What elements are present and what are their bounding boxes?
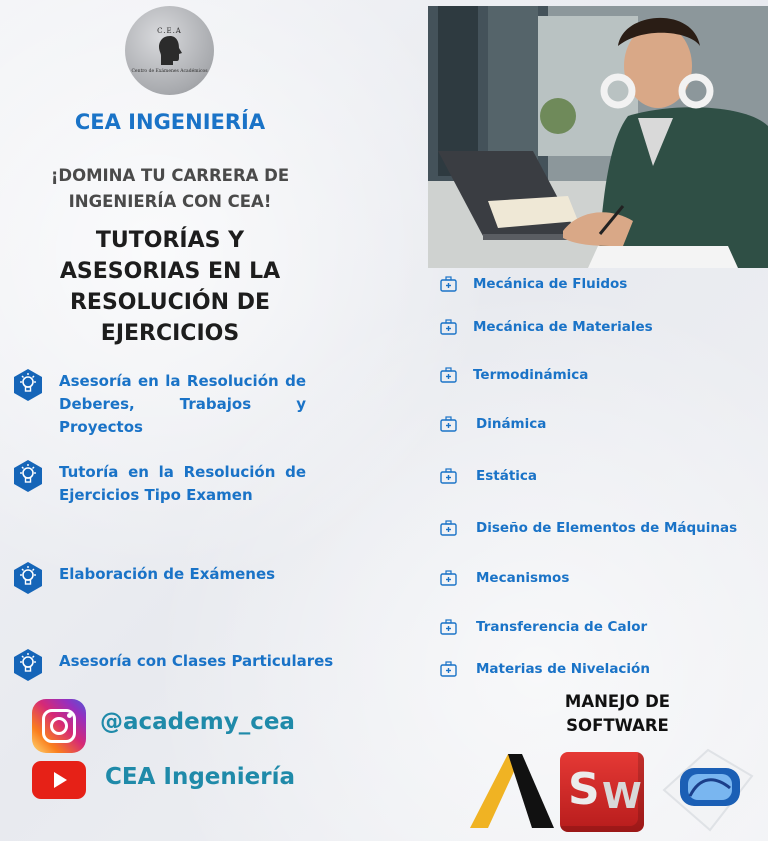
service-label: Asesoría con Clases Particulares <box>59 652 334 670</box>
lightbulb-icon <box>12 648 44 682</box>
tagline-line: INGENIERÍA CON CEA! <box>68 192 272 211</box>
subject-label: Termodinámica <box>473 367 589 383</box>
subject-item <box>440 468 537 484</box>
subject-label: Dinámica <box>476 416 547 432</box>
tagline <box>20 163 320 215</box>
subject-item <box>440 661 650 677</box>
brand-title: CEA INGENIERÍA <box>74 110 266 134</box>
solidworks-logo <box>560 752 644 832</box>
service-item <box>12 650 342 682</box>
service-label: Asesoría en la Resolución de Deberes, Trabajos y Proyectos <box>59 372 306 436</box>
service-label: Tutoría en la Resolución de Ejercicios Tipo Examen <box>59 463 306 504</box>
youtube-icon <box>32 761 86 799</box>
software-title-line: MANEJO DE <box>564 692 671 711</box>
medkit-icon <box>440 570 457 586</box>
instagram-icon <box>32 699 86 753</box>
medkit-icon <box>440 468 457 484</box>
lightbulb-icon <box>12 561 44 595</box>
software-title-line: SOFTWARE <box>566 716 669 735</box>
subject-label: Mecanismos <box>476 570 570 586</box>
subject-label: Mecánica de Fluidos <box>473 276 628 292</box>
medkit-icon <box>440 416 457 432</box>
subject-label: Transferencia de Calor <box>476 619 648 635</box>
solidworks-letter-w: W <box>602 776 642 817</box>
subject-item <box>440 416 546 432</box>
subject-item <box>440 520 737 536</box>
student-studying-image <box>428 6 768 268</box>
heading-line: TUTORÍAS Y <box>95 228 245 253</box>
heading-line: RESOLUCIÓN DE <box>69 290 270 315</box>
medkit-icon <box>440 661 457 677</box>
subject-item <box>440 619 647 635</box>
medkit-icon <box>440 276 457 292</box>
solidworks-letter-s: S <box>568 764 600 815</box>
subject-label: Materias de Nivelación <box>476 661 650 677</box>
service-item <box>12 461 312 507</box>
service-item <box>12 563 312 595</box>
student-photo <box>428 6 768 268</box>
head-silhouette-icon <box>157 35 183 67</box>
subject-label: Mecánica de Materiales <box>473 319 653 335</box>
tagline-line: ¡DOMINA TU CARRERA DE <box>50 166 290 185</box>
logo-bottom-text: Centro de Exámenes Académicos <box>131 69 208 74</box>
subject-item <box>440 319 653 335</box>
lightbulb-icon <box>12 368 44 402</box>
heading-line: EJERCICIOS <box>100 321 240 346</box>
medkit-icon <box>440 619 457 635</box>
main-heading <box>20 225 320 349</box>
service-label: Elaboración de Exámenes <box>59 565 276 583</box>
subject-item <box>440 367 588 383</box>
service-item <box>12 370 312 439</box>
matlab-logo <box>660 746 756 834</box>
autodesk-logo <box>470 752 554 828</box>
medkit-icon <box>440 319 457 335</box>
software-title <box>530 690 705 738</box>
medkit-icon <box>440 367 457 383</box>
heading-line: ASESORIAS EN LA <box>59 259 281 284</box>
subject-label: Estática <box>476 468 538 484</box>
subject-item <box>440 276 627 292</box>
subject-label: Diseño de Elementos de Máquinas <box>476 520 738 536</box>
medkit-icon <box>440 520 457 536</box>
subject-item <box>440 570 569 586</box>
logo-top-text: C.E.A <box>157 27 182 35</box>
youtube-channel: CEA Ingeniería <box>105 764 295 790</box>
instagram-handle: @academy_cea <box>100 709 295 735</box>
lightbulb-icon <box>12 459 44 493</box>
cea-logo <box>125 6 214 95</box>
